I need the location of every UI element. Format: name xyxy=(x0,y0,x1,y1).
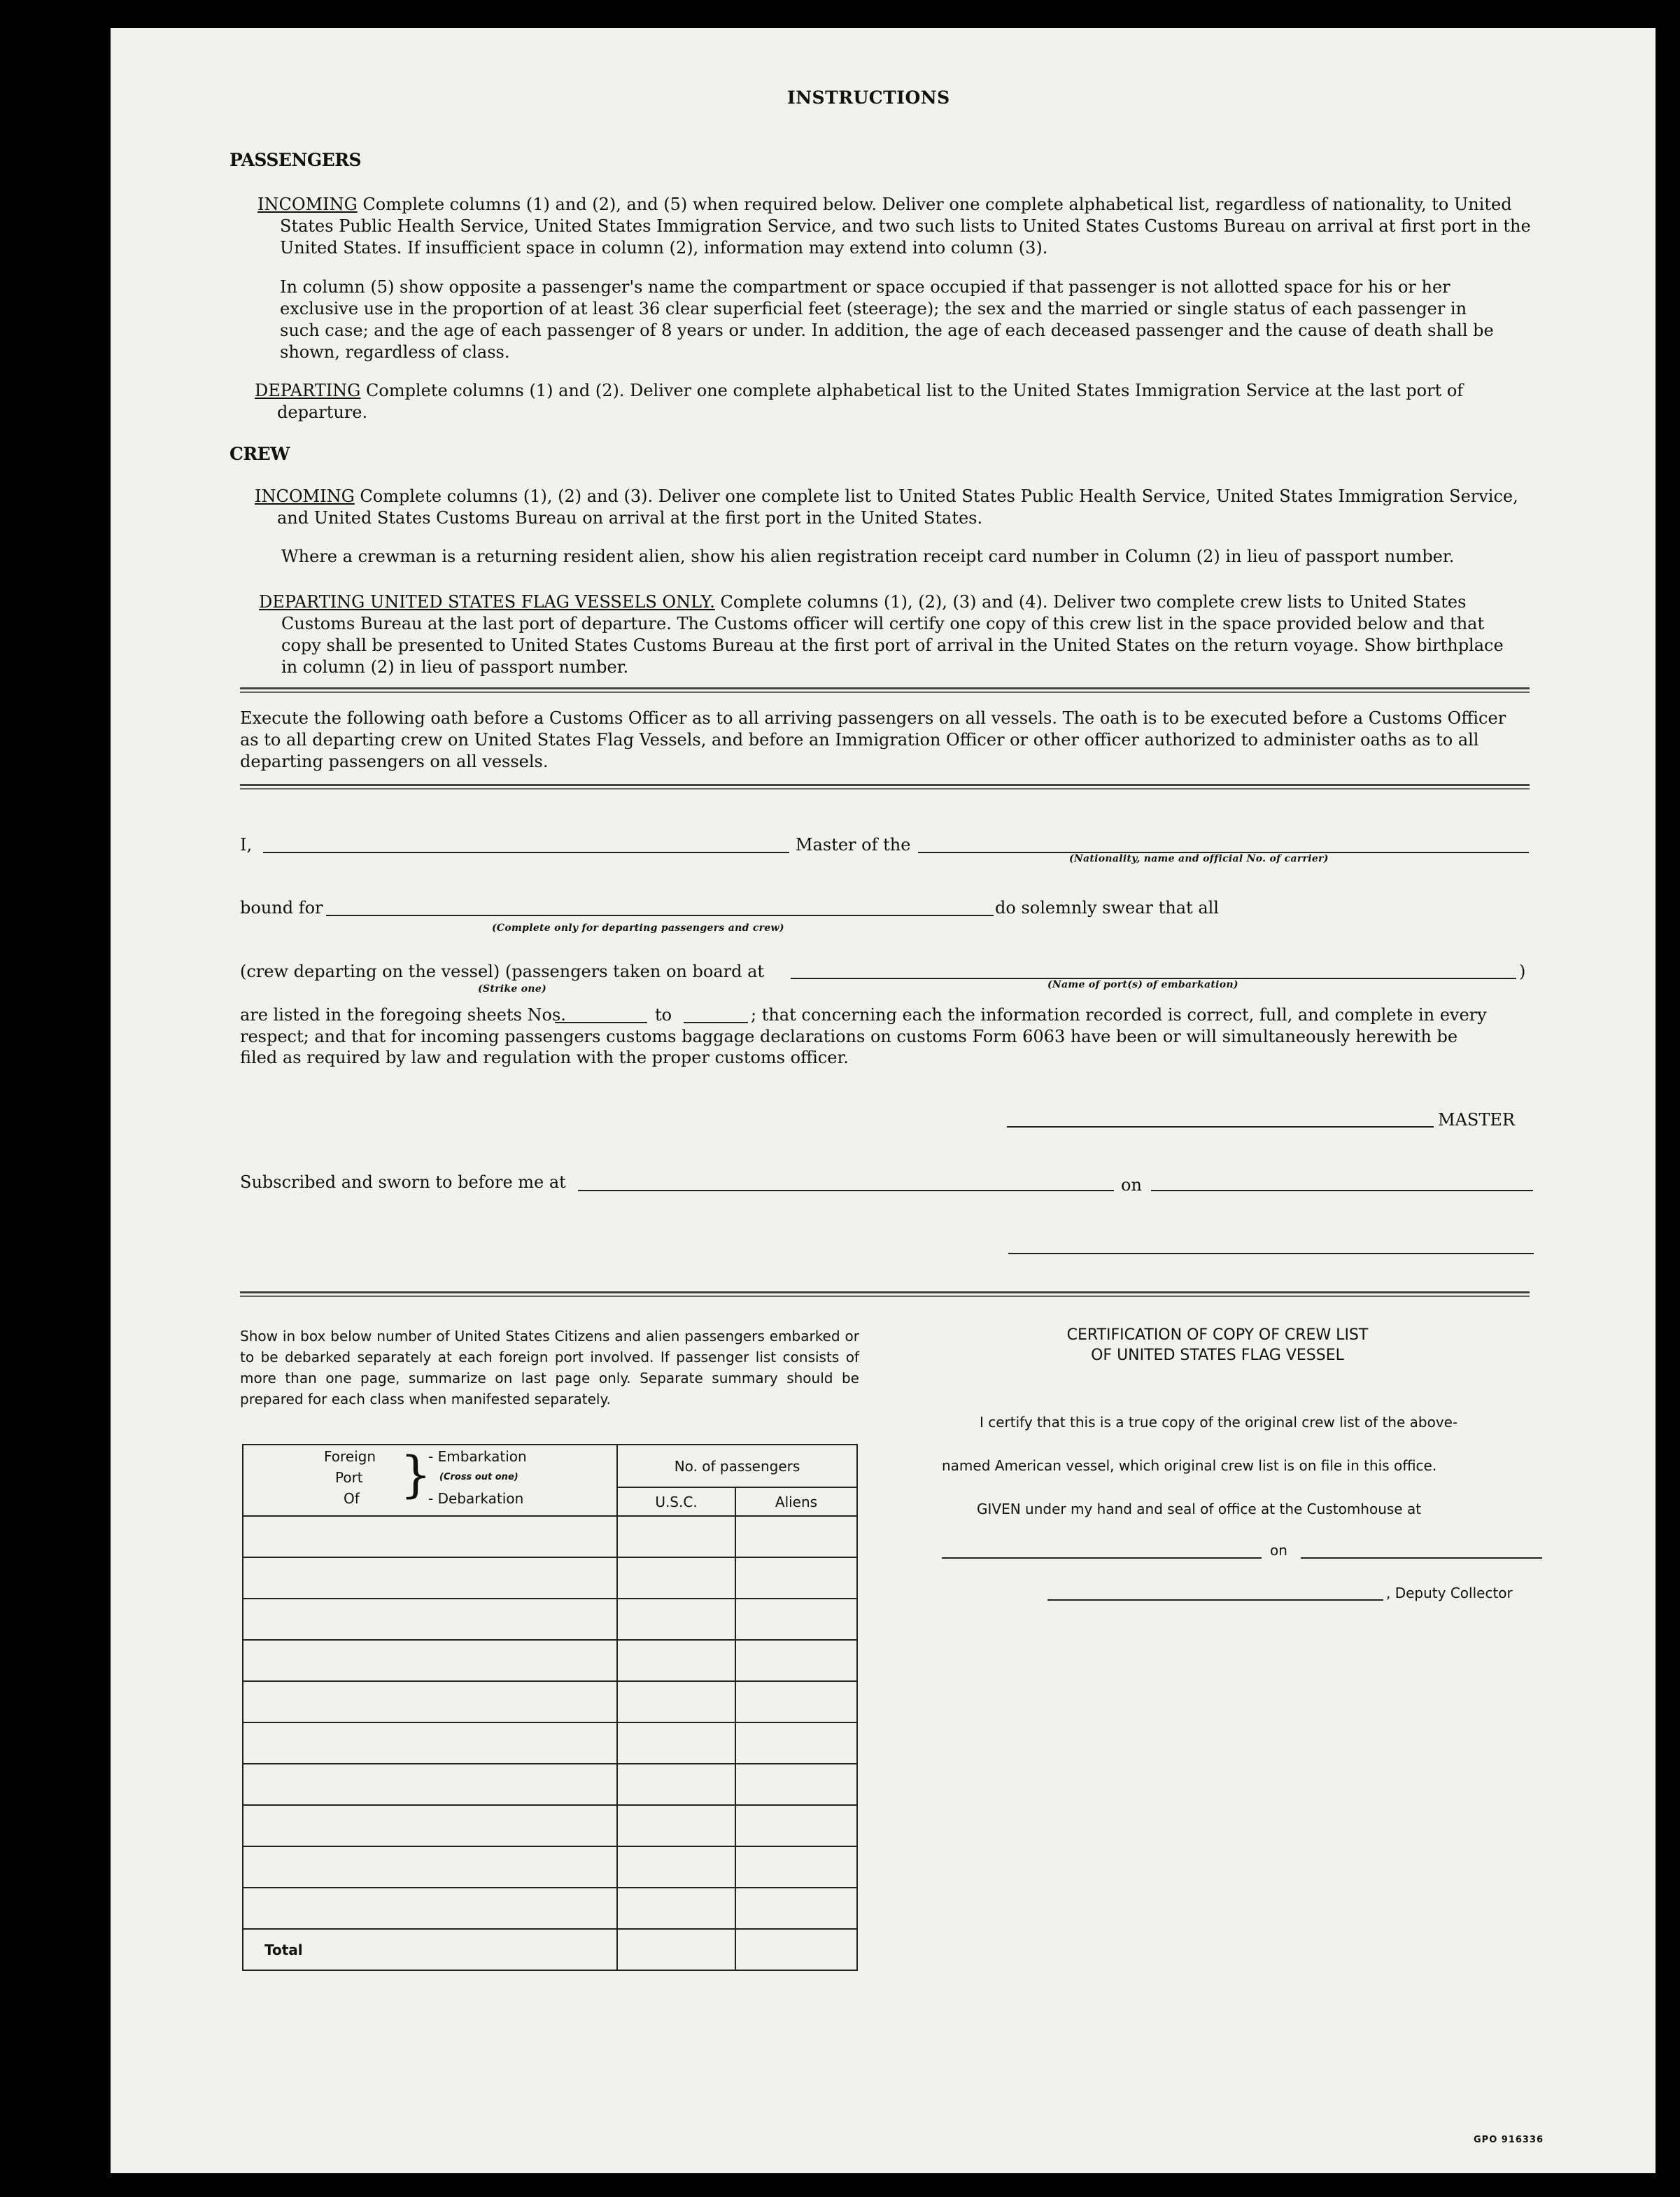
carrier-caption: (Nationality, name and official No. of carrier) xyxy=(1069,853,1329,864)
passengers-incoming-paragraph xyxy=(257,194,1534,259)
port-label: Port xyxy=(335,1469,363,1486)
summary-instructions: Show in box below number of United States Citizens and alien passengers embarked or to be debarked separately at each foreign port involved. If passenger list consists of more than one page, summarize on last page only. Separate summary should be prepared for each class when manifested separately. xyxy=(240,1328,859,1408)
sheet-to-field[interactable] xyxy=(684,1022,748,1023)
foreign-port-cell[interactable] xyxy=(243,1557,617,1599)
crew-incoming-label: INCOMING xyxy=(255,486,355,506)
close-paren: ) xyxy=(1519,962,1526,981)
destination-caption: (Complete only for departing passengers and crew) xyxy=(492,922,784,934)
aliens-cell[interactable] xyxy=(735,1764,857,1805)
summary-row xyxy=(243,1805,857,1846)
foreign-port-cell[interactable] xyxy=(243,1681,617,1722)
aliens-cell[interactable] xyxy=(735,1599,857,1640)
total-usc-cell[interactable] xyxy=(617,1929,735,1970)
foreign-port-cell[interactable] xyxy=(243,1888,617,1929)
footer-code: GPO 916336 xyxy=(1474,2135,1544,2145)
of-label: Of xyxy=(344,1490,360,1507)
aliens-cell[interactable] xyxy=(735,1557,857,1599)
certification-line-1: I certify that this is a true copy of the original crew list of the above- xyxy=(980,1414,1458,1431)
certification-line-3: GIVEN under my hand and seal of office at the Customhouse at xyxy=(977,1501,1422,1517)
total-label: Total xyxy=(243,1929,617,1970)
no-passengers-header: No. of passengers xyxy=(617,1445,857,1487)
sheet-from-field[interactable] xyxy=(555,1022,647,1023)
foreign-port-cell[interactable] xyxy=(243,1764,617,1805)
crew-incoming-paragraph xyxy=(255,486,1534,529)
certification-on-label: on xyxy=(1270,1542,1287,1559)
aliens-cell[interactable] xyxy=(735,1805,857,1846)
passengers-column5-paragraph: In column (5) show opposite a passenger's name the compartment or space occupied if that passenger is not allotted space for his or her exclusive use in the proportion of at least 36 clear superficial feet (steerage); the sex and the married or single status of each passenger in such case; and the age of each passenger of 8 years or under. In addition, the age of each deceased passenger and the cause of death shall be shown, regardless of class. xyxy=(280,277,1494,362)
foreign-port-cell[interactable] xyxy=(243,1805,617,1846)
strike-caption: (Strike one) xyxy=(478,983,547,995)
sworn-on-label: on xyxy=(1121,1175,1142,1195)
aliens-cell[interactable] xyxy=(735,1516,857,1557)
cross-out-label: (Cross out one) xyxy=(439,1472,518,1482)
bound-for-label: bound for xyxy=(240,898,323,918)
page-title: INSTRUCTIONS xyxy=(787,87,950,108)
summary-row xyxy=(243,1557,857,1599)
crew-departing-paragraph xyxy=(259,591,1513,678)
usc-header: U.S.C. xyxy=(617,1487,735,1516)
aliens-cell[interactable] xyxy=(735,1722,857,1764)
foreign-port-cell[interactable] xyxy=(243,1722,617,1764)
crew-departing-label: DEPARTING UNITED STATES FLAG VESSELS ONLY. xyxy=(259,592,715,612)
usc-cell[interactable] xyxy=(617,1557,735,1599)
certification-heading-line-2: OF UNITED STATES FLAG VESSEL xyxy=(1091,1347,1344,1364)
summary-header-row xyxy=(243,1445,857,1487)
aliens-cell[interactable] xyxy=(735,1681,857,1722)
brace-icon: } xyxy=(400,1446,432,1503)
passengers-incoming-text: Complete columns (1) and (2), and (5) when required below. Deliver one complete alphabetical list, regardless of nationality, to United States Public Health Service, United States Immigration Service, and two such lists to United States Customs Bureau on arrival at first port in the United States. If insufficient space in column (2), information may extend into column (3). xyxy=(280,195,1531,258)
usc-cell[interactable] xyxy=(617,1805,735,1846)
summary-row xyxy=(243,1681,857,1722)
aliens-cell[interactable] xyxy=(735,1846,857,1888)
summary-row xyxy=(243,1722,857,1764)
filed-text: filed as required by law and regulation with the proper customs officer. xyxy=(240,1048,849,1067)
officer-signature-field[interactable] xyxy=(1008,1253,1534,1254)
passengers-heading: PASSENGERS xyxy=(230,150,362,170)
aliens-header: Aliens xyxy=(735,1487,857,1516)
crew-incoming-text: Complete columns (1), (2) and (3). Deliver one complete list to United States Public Health Service, United States Immigration Service, and United States Customs Bureau on arrival at the first port in the United States. xyxy=(277,486,1518,528)
deputy-collector-label: , Deputy Collector xyxy=(1386,1585,1513,1601)
foreign-label: Foreign xyxy=(324,1448,376,1465)
passenger-summary-table xyxy=(242,1444,858,1971)
section-divider xyxy=(240,784,1530,789)
listed-to-label: to xyxy=(655,1005,672,1025)
master-name-field[interactable] xyxy=(263,852,789,853)
passengers-departing-label: DEPARTING xyxy=(255,381,361,400)
customhouse-field[interactable] xyxy=(942,1557,1262,1559)
certification-line-2: named American vessel, which original crew list is on file in this office. xyxy=(942,1457,1437,1474)
summary-row xyxy=(243,1888,857,1929)
usc-cell[interactable] xyxy=(617,1640,735,1681)
summary-row xyxy=(243,1846,857,1888)
passengers-departing-text: Complete columns (1) and (2). Deliver one complete alphabetical list to the United States Immigration Service at the last port of departure. xyxy=(277,381,1464,422)
passengers-incoming-label: INCOMING xyxy=(257,195,358,214)
summary-row xyxy=(243,1516,857,1557)
crew-resident-paragraph: Where a crewman is a returning resident alien, show his alien registration receipt card number in Column (2) in lieu of passport number. xyxy=(281,547,1455,566)
oath-instructions: Execute the following oath before a Customs Officer as to all arriving passengers on all vessels. The oath is to be executed before a Customs Officer as to all departing crew on United States Flag Vessels, and before an Immigration Officer or other officer authorized to administer oaths as to all departing passengers on all vessels. xyxy=(240,708,1506,771)
summary-total-row xyxy=(243,1929,857,1970)
usc-cell[interactable] xyxy=(617,1681,735,1722)
foreign-port-cell[interactable] xyxy=(243,1846,617,1888)
summary-row xyxy=(243,1640,857,1681)
sworn-date-field[interactable] xyxy=(1151,1190,1533,1191)
foreign-port-cell[interactable] xyxy=(243,1599,617,1640)
swear-label: do solemnly swear that all xyxy=(995,898,1219,918)
subscribed-label: Subscribed and sworn to before me at xyxy=(240,1172,566,1192)
respect-text: respect; and that for incoming passengers customs baggage declarations on customs Form 6063 have been or will simultaneously herewith be xyxy=(240,1027,1458,1046)
master-of-the-label: Master of the xyxy=(796,835,911,855)
section-divider xyxy=(240,1291,1530,1297)
section-divider xyxy=(240,687,1530,693)
certification-heading xyxy=(910,1325,1525,1366)
aliens-cell[interactable] xyxy=(735,1640,857,1681)
crew-passengers-label: (crew departing on the vessel) (passengers taken on board at xyxy=(240,962,765,981)
summary-row xyxy=(243,1599,857,1640)
passengers-departing-paragraph xyxy=(255,380,1534,423)
master-signature-field[interactable] xyxy=(1007,1126,1434,1128)
master-label: MASTER xyxy=(1438,1110,1515,1130)
port-caption: (Name of port(s) of embarkation) xyxy=(1047,979,1238,990)
deputy-signature-field[interactable] xyxy=(1047,1599,1383,1601)
crew-departing-text: Complete columns (1), (2), (3) and (4). Deliver two complete crew lists to United States Customs Bureau at the last port of departure. The Customs officer will certify one copy of this crew list in the space provided below and that copy shall be presented to United States Customs Bureau at the first port of arrival in the United States on the return voyage. Show birthplace in column (2) in lieu of passport number. xyxy=(281,592,1504,677)
certification-date-field[interactable] xyxy=(1301,1557,1542,1559)
crew-heading: CREW xyxy=(230,444,290,464)
foreign-port-header xyxy=(243,1445,617,1516)
total-aliens-cell[interactable] xyxy=(735,1929,857,1970)
foreign-port-cell[interactable] xyxy=(243,1516,617,1557)
certification-heading-line-1: CERTIFICATION OF COPY OF CREW LIST xyxy=(1066,1326,1369,1344)
usc-cell[interactable] xyxy=(617,1888,735,1929)
usc-cell[interactable] xyxy=(617,1846,735,1888)
usc-cell[interactable] xyxy=(617,1722,735,1764)
sworn-place-field[interactable] xyxy=(578,1190,1114,1191)
usc-cell[interactable] xyxy=(617,1764,735,1805)
summary-row xyxy=(243,1764,857,1805)
usc-cell[interactable] xyxy=(617,1599,735,1640)
embarkation-label: - Embarkation xyxy=(428,1448,527,1465)
oath-i-label: I, xyxy=(240,835,253,855)
listed-text-b: ; that concerning each the information recorded is correct, full, and complete in every xyxy=(751,1005,1487,1025)
foreign-port-cell[interactable] xyxy=(243,1640,617,1681)
usc-cell[interactable] xyxy=(617,1516,735,1557)
listed-text-a: are listed in the foregoing sheets Nos. xyxy=(240,1005,566,1025)
aliens-cell[interactable] xyxy=(735,1888,857,1929)
debarkation-label: - Debarkation xyxy=(428,1490,524,1507)
destination-field[interactable] xyxy=(326,915,994,916)
